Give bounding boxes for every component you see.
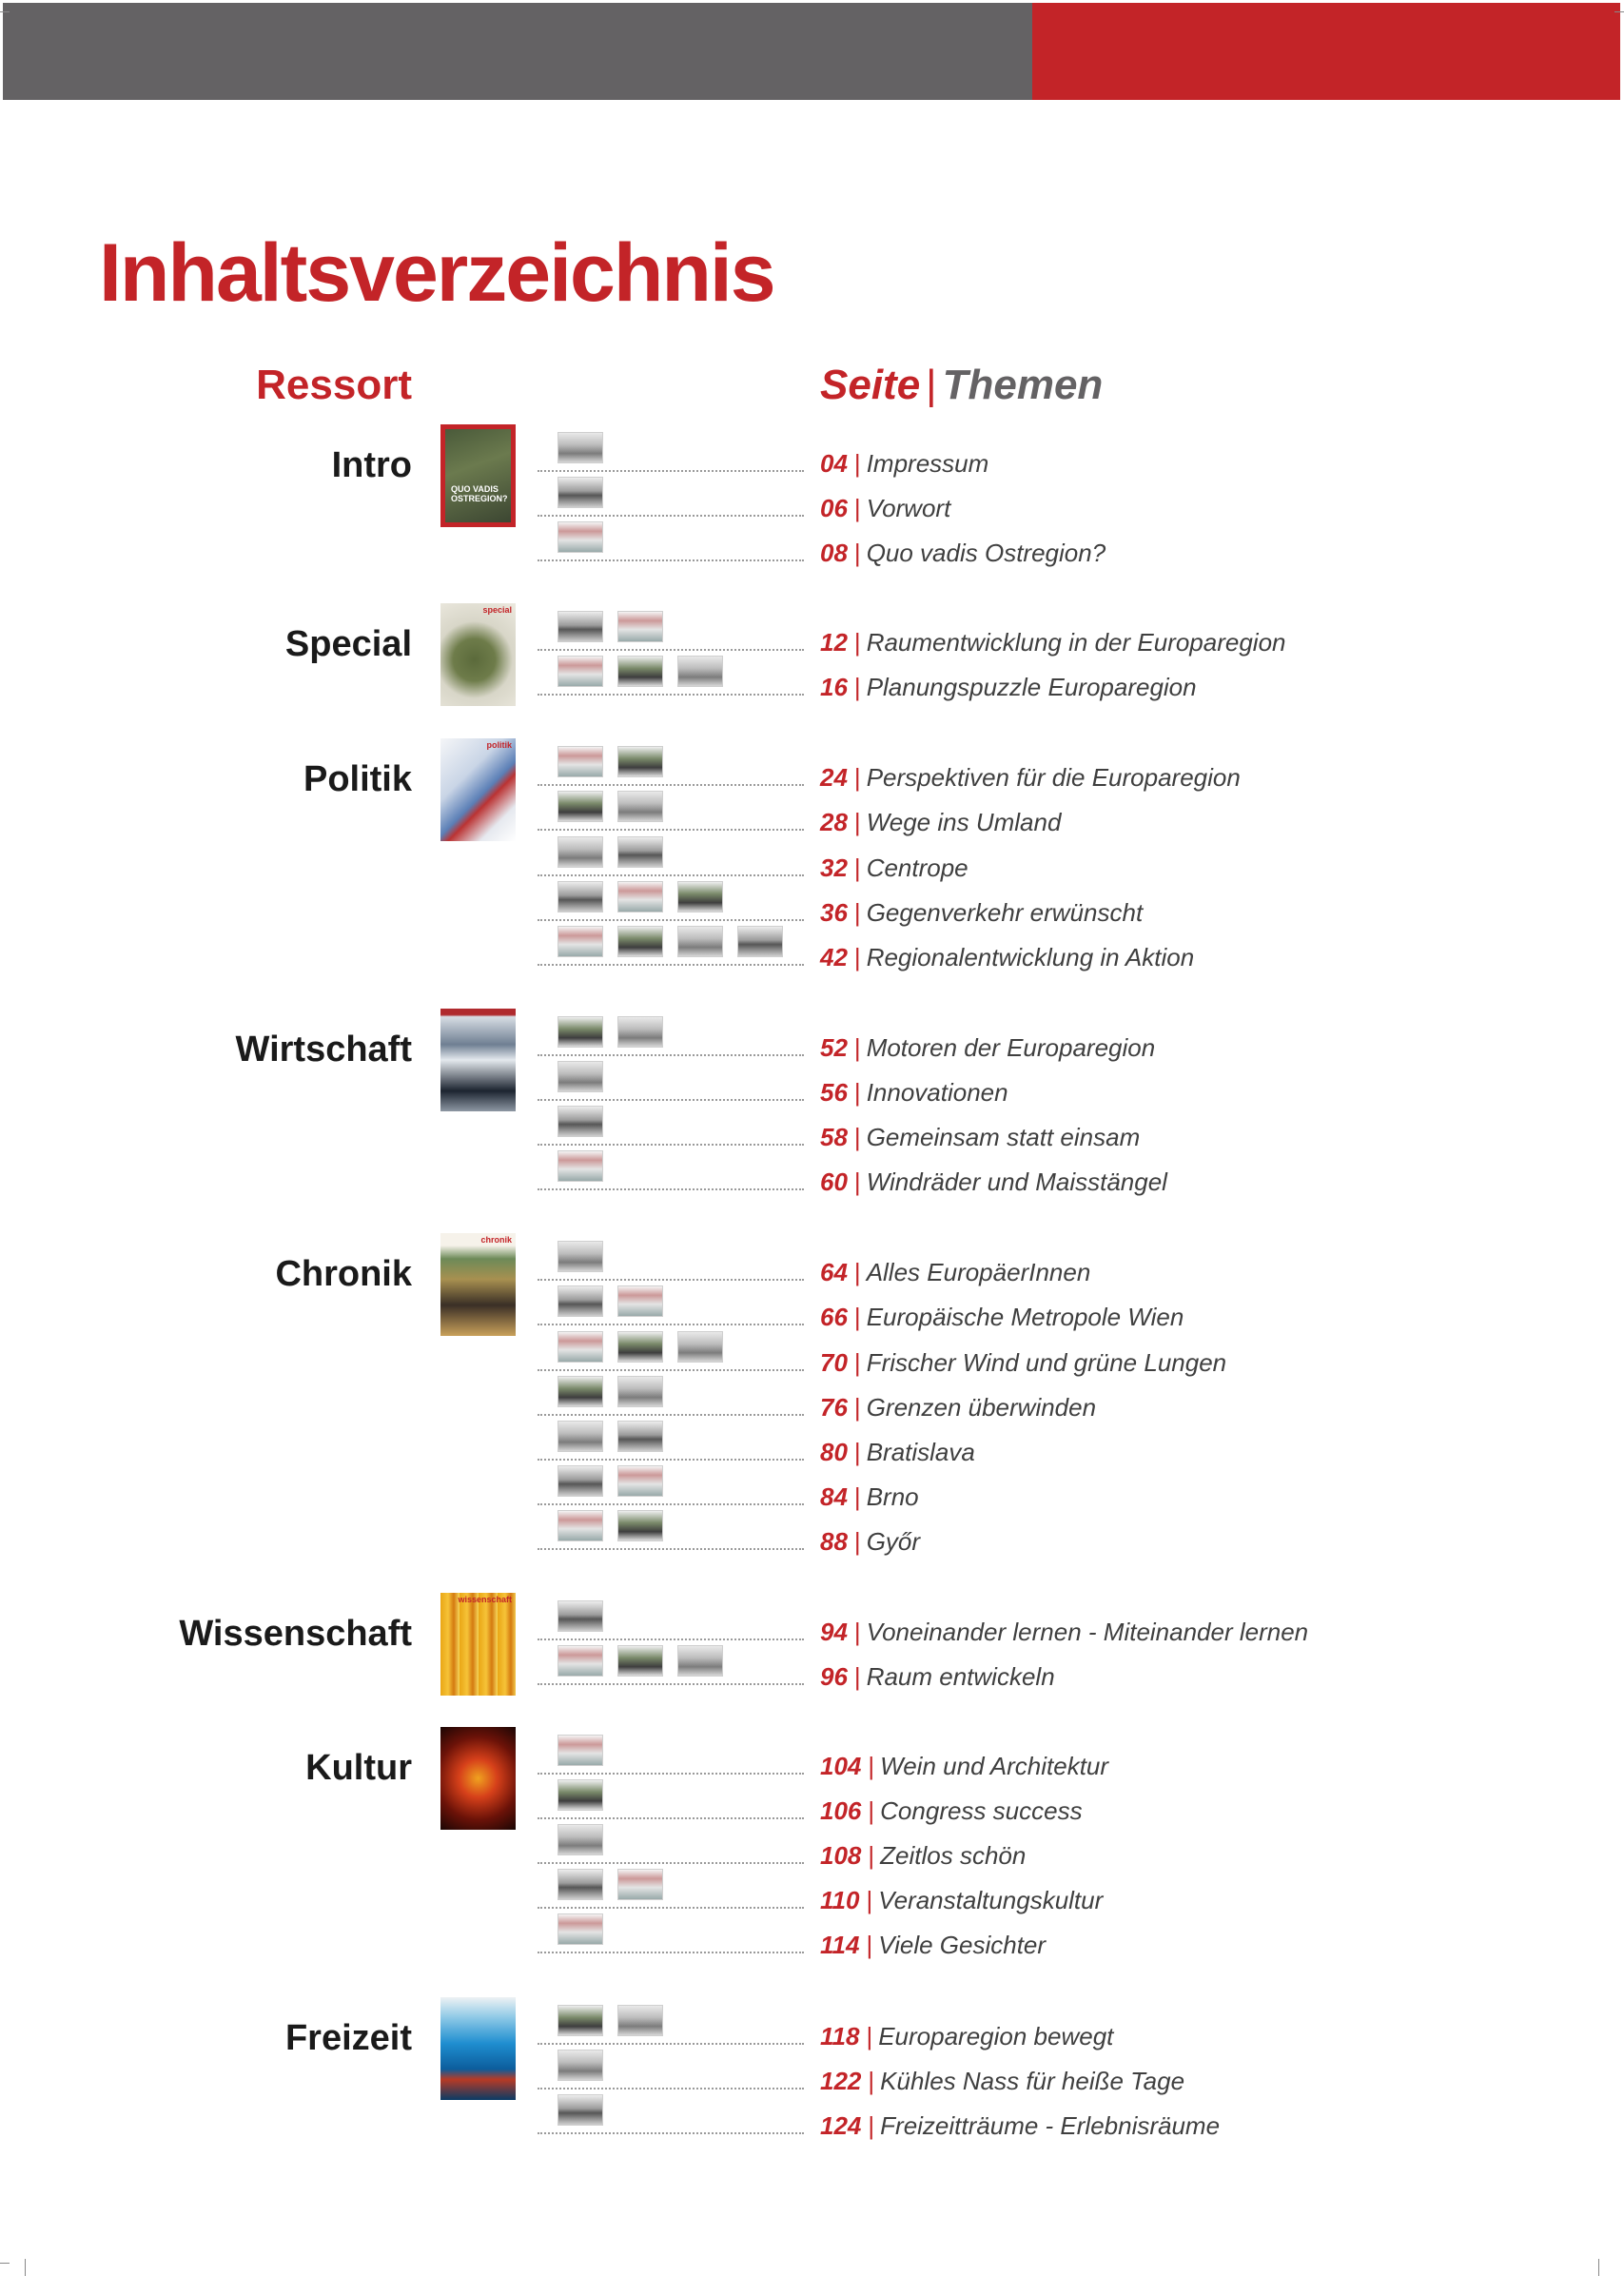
page-number: 58 <box>820 1123 848 1151</box>
topic-title: Gemeinsam statt einsam <box>866 1123 1141 1151</box>
page-number: 104 <box>820 1752 862 1780</box>
dotted-leader <box>538 1683 804 1685</box>
dotted-leader <box>538 559 804 561</box>
dotted-leader <box>538 2132 804 2134</box>
dotted-leader <box>538 1862 804 1864</box>
page-thumbnail <box>558 881 603 912</box>
crop-mark <box>1614 11 1624 12</box>
entry-text <box>820 539 1105 568</box>
page-number: 96 <box>820 1662 848 1691</box>
toc-entry[interactable] <box>0 1886 1624 1924</box>
toc-entry[interactable] <box>0 494 1624 532</box>
topic-title: Bratislava <box>866 1438 975 1466</box>
page-thumbnail <box>558 836 603 868</box>
entry-separator: | <box>853 1348 861 1377</box>
toc-entry[interactable] <box>0 449 1624 487</box>
toc-entry[interactable] <box>0 1618 1624 1656</box>
topic-title: Europaregion bewegt <box>878 2022 1114 2050</box>
toc-entry[interactable] <box>0 854 1624 892</box>
entry-separator: | <box>853 1662 861 1691</box>
page-thumbnail <box>558 1465 603 1497</box>
dotted-leader <box>538 1144 804 1146</box>
header-band-red <box>1032 3 1620 100</box>
page-number: 110 <box>820 1886 860 1914</box>
dotted-leader <box>538 2088 804 2090</box>
entry-text <box>820 1662 1055 1692</box>
page-thumbnail <box>558 926 603 957</box>
entry-separator: | <box>853 628 861 657</box>
entry-text <box>820 898 1143 928</box>
page-thumbnail <box>558 746 603 777</box>
entry-text <box>820 1123 1140 1152</box>
page-thumbnail <box>617 1376 663 1407</box>
entry-separator: | <box>853 763 861 792</box>
page-thumbnail <box>558 791 603 822</box>
dotted-leader <box>538 874 804 876</box>
page-thumbnail <box>617 1285 663 1317</box>
topic-title: Kühles Nass für heiße Tage <box>880 2067 1185 2095</box>
toc-entry[interactable] <box>0 2067 1624 2105</box>
ressort-heading: Ressort <box>256 362 412 408</box>
page-number: 94 <box>820 1618 848 1646</box>
entry-separator: | <box>853 539 861 567</box>
seite-themen-heading <box>820 362 1103 409</box>
entry-text <box>820 1258 1090 1287</box>
page-thumbnail <box>558 1869 603 1900</box>
dotted-leader <box>538 1907 804 1909</box>
topic-title: Brno <box>866 1482 919 1511</box>
page-thumbnail <box>558 1913 603 1945</box>
entry-text <box>820 854 969 883</box>
topic-title: Freizeitträume - Erlebnisräume <box>880 2111 1221 2140</box>
section-title: Freizeit <box>284 2018 412 2058</box>
page-number: 76 <box>820 1393 848 1422</box>
entry-text <box>820 673 1197 702</box>
topic-title: Veranstaltungskultur <box>878 1886 1104 1914</box>
topic-title: Grenzen überwinden <box>866 1393 1097 1422</box>
topic-title: Quo vadis Ostregion? <box>866 539 1106 567</box>
entry-separator: | <box>853 673 861 701</box>
toc-entry[interactable] <box>0 539 1624 577</box>
entry-separator: | <box>866 2022 873 2050</box>
toc-entry[interactable] <box>0 1033 1624 1071</box>
topic-title: Viele Gesichter <box>878 1931 1047 1959</box>
dotted-leader <box>538 1548 804 1550</box>
toc-entry[interactable] <box>0 1796 1624 1835</box>
topic-title: Raum entwickeln <box>866 1662 1055 1691</box>
page-thumbnail <box>558 1735 603 1766</box>
page-thumbnail <box>677 881 723 912</box>
dotted-leader <box>538 649 804 651</box>
page-thumbnail <box>558 1376 603 1407</box>
entry-text <box>820 1527 920 1557</box>
dotted-leader <box>538 2043 804 2045</box>
page-thumbnail <box>617 1421 663 1452</box>
cover-tag: chronik <box>480 1235 512 1245</box>
page-number: 88 <box>820 1527 848 1556</box>
section-title: Politik <box>303 759 412 799</box>
topic-title: Voneinander lernen - Miteinander lernen <box>866 1618 1309 1646</box>
entry-text <box>820 763 1241 793</box>
header-band-grey <box>3 3 1032 100</box>
entry-text <box>820 2111 1220 2141</box>
section-title: Intro <box>331 445 412 485</box>
page-title: Inhaltsverzeichnis <box>99 227 774 319</box>
section-title: Chronik <box>275 1254 412 1294</box>
toc-entry[interactable] <box>0 1931 1624 1969</box>
entry-separator: | <box>853 449 861 478</box>
section-title: Kultur <box>305 1748 412 1788</box>
dotted-leader <box>538 829 804 831</box>
cover-text: QUO VADIS OSTREGION? <box>451 484 508 503</box>
toc-entry[interactable] <box>0 673 1624 711</box>
page-number: 64 <box>820 1258 848 1286</box>
entry-text <box>820 1033 1155 1063</box>
toc-entry[interactable] <box>0 1167 1624 1206</box>
entry-separator: | <box>853 808 861 836</box>
topic-title: Motoren der Europaregion <box>866 1033 1156 1062</box>
toc-entry[interactable] <box>0 1078 1624 1116</box>
page-thumbnail <box>558 2094 603 2126</box>
seite-heading: Seite <box>820 362 921 408</box>
entry-text <box>820 1618 1308 1647</box>
topic-title: Windräder und Maisstängel <box>866 1167 1167 1196</box>
crop-mark <box>0 11 10 12</box>
topic-title: Alles EuropäerInnen <box>866 1258 1091 1286</box>
page-thumbnail <box>558 521 603 553</box>
page-thumbnail <box>558 611 603 642</box>
page-thumbnail <box>558 2005 603 2036</box>
topic-title: Perspektiven für die Europaregion <box>866 763 1241 792</box>
page-thumbnail <box>558 1106 603 1137</box>
entry-text <box>820 1303 1184 1332</box>
entry-separator: | <box>853 1482 861 1511</box>
entry-separator: | <box>853 494 861 522</box>
page-thumbnail <box>677 926 723 957</box>
page-thumbnail <box>617 881 663 912</box>
cover-tag: special <box>482 605 512 615</box>
entry-separator: | <box>868 1796 875 1825</box>
page-number: 124 <box>820 2111 862 2140</box>
dotted-leader <box>538 919 804 921</box>
toc-entry[interactable] <box>0 808 1624 846</box>
toc-entry[interactable] <box>0 898 1624 936</box>
page-thumbnail <box>677 656 723 687</box>
toc-entry[interactable] <box>0 1482 1624 1521</box>
entry-text <box>820 1438 975 1467</box>
topic-title: Győr <box>866 1527 921 1556</box>
entry-separator: | <box>853 1393 861 1422</box>
header-band <box>3 3 1620 100</box>
toc-entry[interactable] <box>0 628 1624 666</box>
dotted-leader <box>538 1054 804 1056</box>
page-number: 66 <box>820 1303 848 1331</box>
entry-text <box>820 1482 919 1512</box>
dotted-leader <box>538 694 804 696</box>
topic-title: Zeitlos schön <box>880 1841 1027 1870</box>
entry-separator: | <box>868 1752 875 1780</box>
topic-title: Frischer Wind und grüne Lungen <box>866 1348 1227 1377</box>
entry-separator: | <box>853 1078 861 1107</box>
entry-text <box>820 2022 1113 2051</box>
dotted-leader <box>538 1773 804 1775</box>
entry-separator: | <box>853 1438 861 1466</box>
dotted-leader <box>538 1188 804 1190</box>
page-thumbnail <box>558 1241 603 1272</box>
toc-entry[interactable] <box>0 1527 1624 1565</box>
entry-separator: | <box>853 1167 861 1196</box>
entry-separator: | <box>853 1033 861 1062</box>
page-thumbnail <box>677 1645 723 1677</box>
topic-title: Gegenverkehr erwünscht <box>866 898 1144 927</box>
dotted-leader <box>538 964 804 966</box>
page-thumbnail <box>617 2005 663 2036</box>
dotted-leader <box>538 784 804 786</box>
toc-entry[interactable] <box>0 2022 1624 2060</box>
dotted-leader <box>538 1099 804 1101</box>
page-number: 08 <box>820 539 848 567</box>
page-number: 106 <box>820 1796 862 1825</box>
page-number: 32 <box>820 854 848 882</box>
topic-title: Raumentwicklung in der Europaregion <box>866 628 1286 657</box>
dotted-leader <box>538 1324 804 1325</box>
page-thumbnail <box>617 656 663 687</box>
page-thumbnail <box>617 1510 663 1541</box>
page-number: 84 <box>820 1482 848 1511</box>
dotted-leader <box>538 1503 804 1505</box>
page-thumbnail <box>558 1061 603 1092</box>
page-thumbnail <box>558 477 603 508</box>
toc-entry[interactable] <box>0 1752 1624 1790</box>
page-number: 28 <box>820 808 848 836</box>
page-number: 118 <box>820 2022 860 2050</box>
dotted-leader <box>538 1638 804 1640</box>
toc-entry[interactable] <box>0 763 1624 801</box>
themen-heading: Themen <box>942 362 1104 408</box>
page-thumbnail <box>558 1600 603 1632</box>
page-number: 70 <box>820 1348 848 1377</box>
crop-mark <box>0 2263 10 2264</box>
entry-text <box>820 1931 1046 1960</box>
topic-title: Wege ins Umland <box>866 808 1062 836</box>
page-number: 12 <box>820 628 848 657</box>
page-thumbnail <box>558 1779 603 1811</box>
toc-entry[interactable] <box>0 1393 1624 1431</box>
dotted-leader <box>538 1414 804 1416</box>
page-thumbnail <box>558 1150 603 1182</box>
page-thumbnail <box>617 836 663 868</box>
entry-text <box>820 2067 1184 2096</box>
toc-entry[interactable] <box>0 1303 1624 1341</box>
entry-text <box>820 1752 1108 1781</box>
topic-title: Planungspuzzle Europaregion <box>866 673 1197 701</box>
dotted-leader <box>538 515 804 517</box>
page-thumbnail <box>617 1645 663 1677</box>
toc-entry[interactable] <box>0 943 1624 981</box>
page-thumbnail <box>737 926 783 957</box>
page-thumbnail <box>558 656 603 687</box>
page-number: 52 <box>820 1033 848 1062</box>
dotted-leader <box>538 1459 804 1461</box>
page-thumbnail <box>617 1465 663 1497</box>
crop-mark <box>1598 2259 1599 2276</box>
dotted-leader <box>538 1369 804 1371</box>
page-number: 108 <box>820 1841 862 1870</box>
topic-title: Wein und Architektur <box>880 1752 1109 1780</box>
page-thumbnail <box>558 1285 603 1317</box>
page-thumbnail <box>617 926 663 957</box>
cover-tag: wissenschaft <box>458 1595 512 1604</box>
page-number: 80 <box>820 1438 848 1466</box>
topic-title: Centrope <box>866 854 969 882</box>
entry-text <box>820 1348 1226 1378</box>
entry-separator: | <box>853 1258 861 1286</box>
entry-separator: | <box>853 898 861 927</box>
page-thumbnail <box>558 1421 603 1452</box>
toc-entry[interactable] <box>0 2111 1624 2149</box>
page-thumbnail <box>558 1824 603 1855</box>
entry-text <box>820 1078 1008 1108</box>
page-thumbnail <box>558 1645 603 1677</box>
page-number: 06 <box>820 494 848 522</box>
toc-entry[interactable] <box>0 1123 1624 1161</box>
entry-text <box>820 1886 1103 1915</box>
page-thumbnail <box>617 1016 663 1048</box>
page-number: 60 <box>820 1167 848 1196</box>
entry-text <box>820 449 988 479</box>
page-number: 42 <box>820 943 848 971</box>
page-thumbnail <box>558 2050 603 2081</box>
toc-entry[interactable] <box>0 1841 1624 1879</box>
entry-separator: | <box>866 1931 873 1959</box>
topic-title: Innovationen <box>866 1078 1008 1107</box>
page-thumbnail <box>558 1510 603 1541</box>
section-title: Wirtschaft <box>235 1030 412 1069</box>
section-title: Special <box>284 624 412 664</box>
page-thumbnail <box>558 1331 603 1363</box>
entry-text <box>820 628 1286 657</box>
page-thumbnail <box>558 1016 603 1048</box>
page-number: 24 <box>820 763 848 792</box>
section-title: Wissenschaft <box>179 1614 412 1654</box>
entry-separator: | <box>868 2111 875 2140</box>
entry-text <box>820 1841 1026 1871</box>
toc-entry[interactable] <box>0 1438 1624 1476</box>
page-thumbnail <box>617 746 663 777</box>
dotted-leader <box>538 470 804 472</box>
page-thumbnail <box>617 791 663 822</box>
page-number: 122 <box>820 2067 862 2095</box>
entry-separator: | <box>866 1886 873 1914</box>
entry-text <box>820 494 950 523</box>
page-number: 114 <box>820 1931 860 1959</box>
entry-separator: | <box>853 854 861 882</box>
topic-title: Europäische Metropole Wien <box>866 1303 1184 1331</box>
entry-separator: | <box>868 2067 875 2095</box>
page-thumbnail <box>617 1869 663 1900</box>
entry-text <box>820 1167 1167 1197</box>
topic-title: Regionalentwicklung in Aktion <box>866 943 1195 971</box>
entry-separator: | <box>853 1123 861 1151</box>
entry-text <box>820 808 1061 837</box>
entry-text <box>820 1796 1083 1826</box>
toc-entry[interactable] <box>0 1662 1624 1700</box>
entry-separator: | <box>853 1618 861 1646</box>
page-number: 04 <box>820 449 848 478</box>
entry-separator: | <box>853 943 861 971</box>
heading-separator: | <box>926 362 937 408</box>
dotted-leader <box>538 1952 804 1953</box>
dotted-leader <box>538 1817 804 1819</box>
toc-entry[interactable] <box>0 1258 1624 1296</box>
topic-title: Vorwort <box>866 494 951 522</box>
topic-title: Impressum <box>866 449 989 478</box>
toc-entry[interactable] <box>0 1348 1624 1386</box>
entry-text <box>820 943 1194 972</box>
page-thumbnail <box>558 432 603 463</box>
dotted-leader <box>538 1279 804 1281</box>
entry-text <box>820 1393 1096 1422</box>
page-thumbnail <box>617 611 663 642</box>
cover-tag: politik <box>486 740 512 750</box>
entry-separator: | <box>853 1527 861 1556</box>
page-thumbnail <box>677 1331 723 1363</box>
entry-separator: | <box>853 1303 861 1331</box>
page-thumbnail <box>617 1331 663 1363</box>
entry-separator: | <box>868 1841 875 1870</box>
topic-title: Congress success <box>880 1796 1083 1825</box>
crop-mark <box>25 2259 26 2276</box>
page-number: 56 <box>820 1078 848 1107</box>
page-number: 36 <box>820 898 848 927</box>
page-number: 16 <box>820 673 848 701</box>
